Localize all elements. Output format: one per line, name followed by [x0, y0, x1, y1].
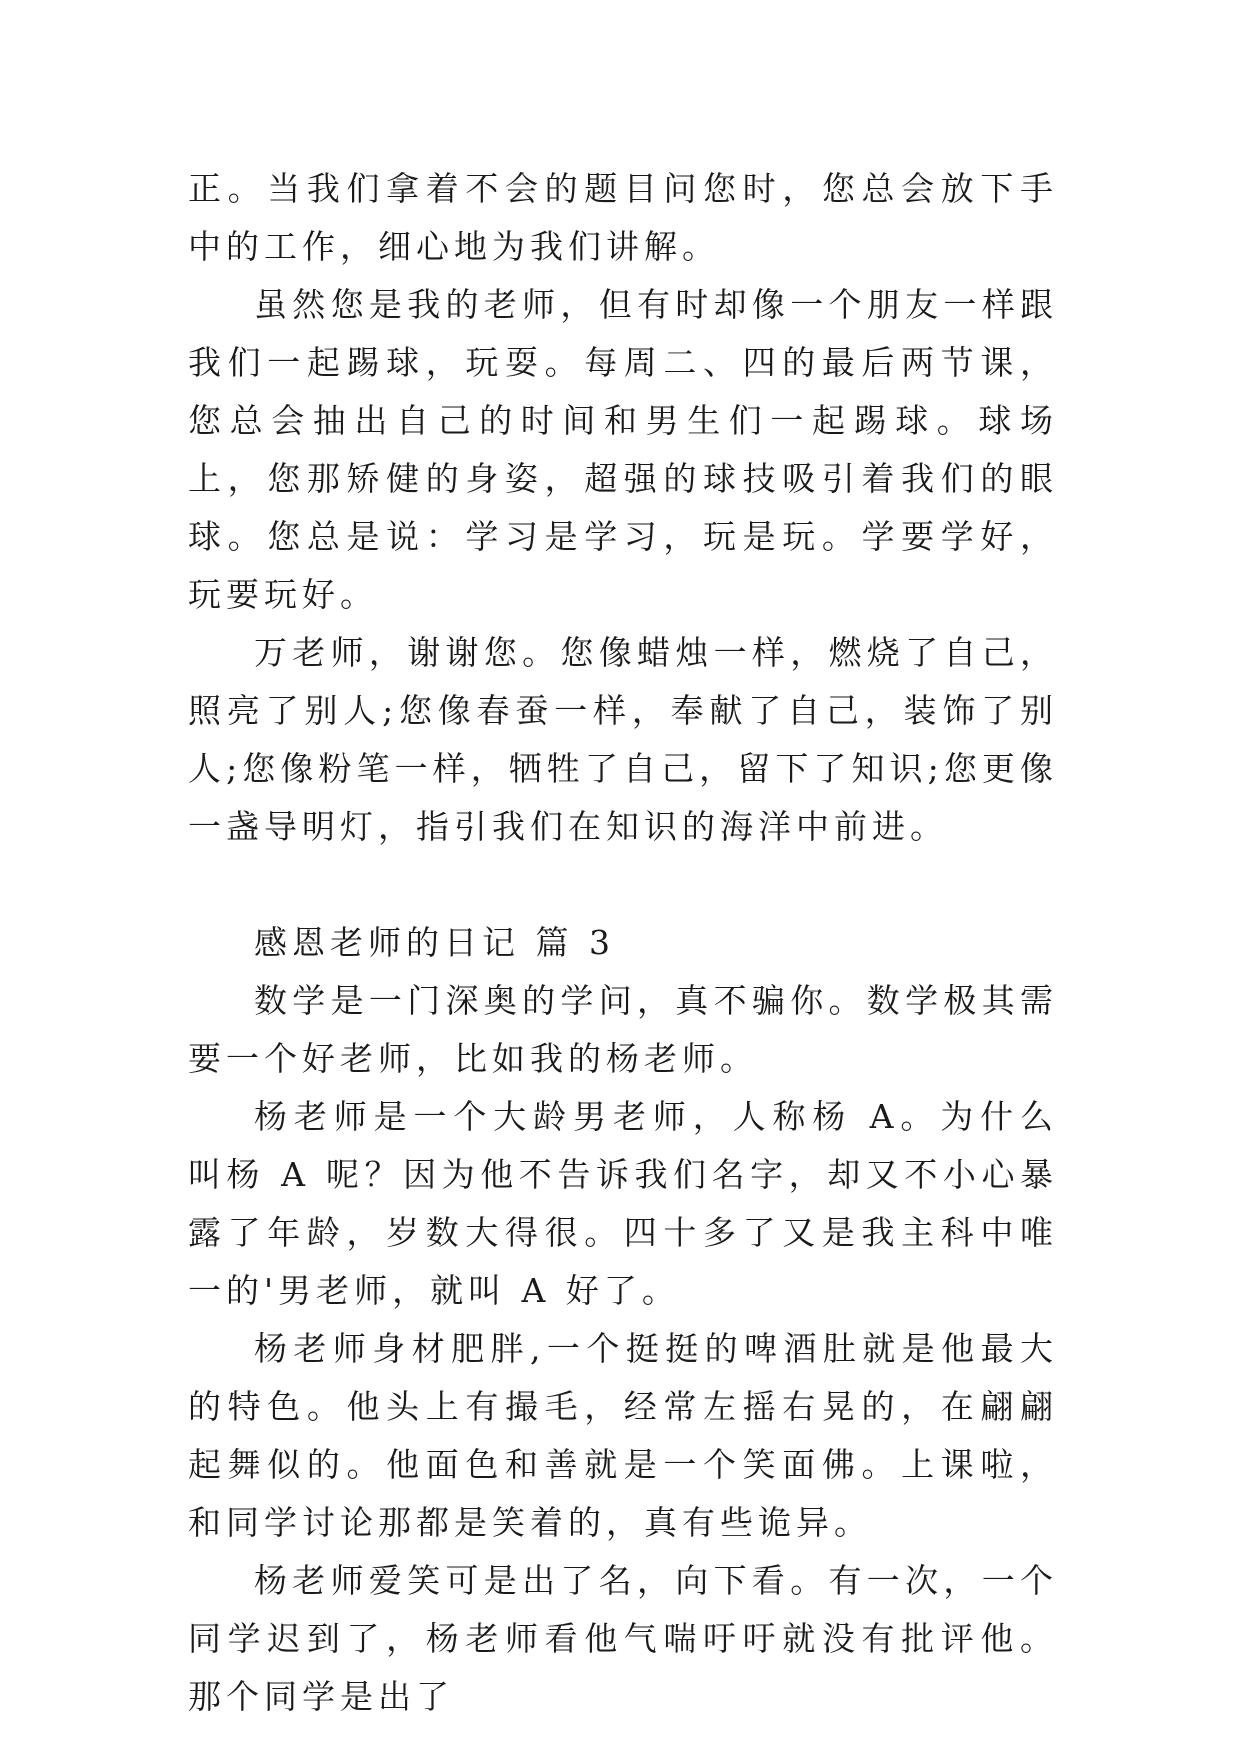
- paragraph-continuation: 正。当我们拿着不会的题目问您时，您总会放下手中的工作，细心地为我们讲解。: [188, 169, 1058, 266]
- paragraph-teacher-smile: 杨老师爱笑可是出了名，向下看。有一次，一个同学迟到了，杨老师看他气喘吁吁就没有批评他。那个同学是出了: [188, 1561, 1058, 1716]
- paragraph-teacher-yang: 杨老师是一个大龄男老师，人称杨 A。为什么叫杨 A 呢？因为他不告诉我们名字，却又不小心暴露了年龄，岁数大得很。四十多了又是我主科中唯一的'男老师，就叫 A 好了。: [188, 1097, 1058, 1310]
- section-title: 感恩老师的日记 篇 3: [254, 923, 615, 962]
- section-spacer: [188, 856, 1058, 914]
- paragraph-friend-teacher: 虽然您是我的老师，但有时却像一个朋友一样跟我们一起踢球，玩耍。每周二、四的最后两节课，您总会抽出自己的时间和男生们一起踢球。球场上，您那矫健的身姿，超强的球技吸引着我们的眼球。您总是说：学习是学习，玩是玩。学要学好，玩要玩好。: [188, 285, 1058, 614]
- document-body: [188, 160, 1058, 1726]
- paragraph-thanks: 万老师，谢谢您。您像蜡烛一样，燃烧了自己，照亮了别人;您像春蚕一样，奉献了自己，装饰了别人;您像粉笔一样，牺牲了自己，留下了知识;您更像一盏导明灯，指引我们在知识的海洋中前进。: [188, 633, 1058, 846]
- paragraph-math-intro: 数学是一门深奥的学问，真不骗你。数学极其需要一个好老师，比如我的杨老师。: [188, 981, 1058, 1078]
- paragraph-teacher-appearance: 杨老师身材肥胖,一个挺挺的啤酒肚就是他最大的特色。他头上有撮毛，经常左摇右晃的，在翩翩起舞似的。他面色和善就是一个笑面佛。上课啦，和同学讨论那都是笑着的，真有些诡异。: [188, 1329, 1058, 1542]
